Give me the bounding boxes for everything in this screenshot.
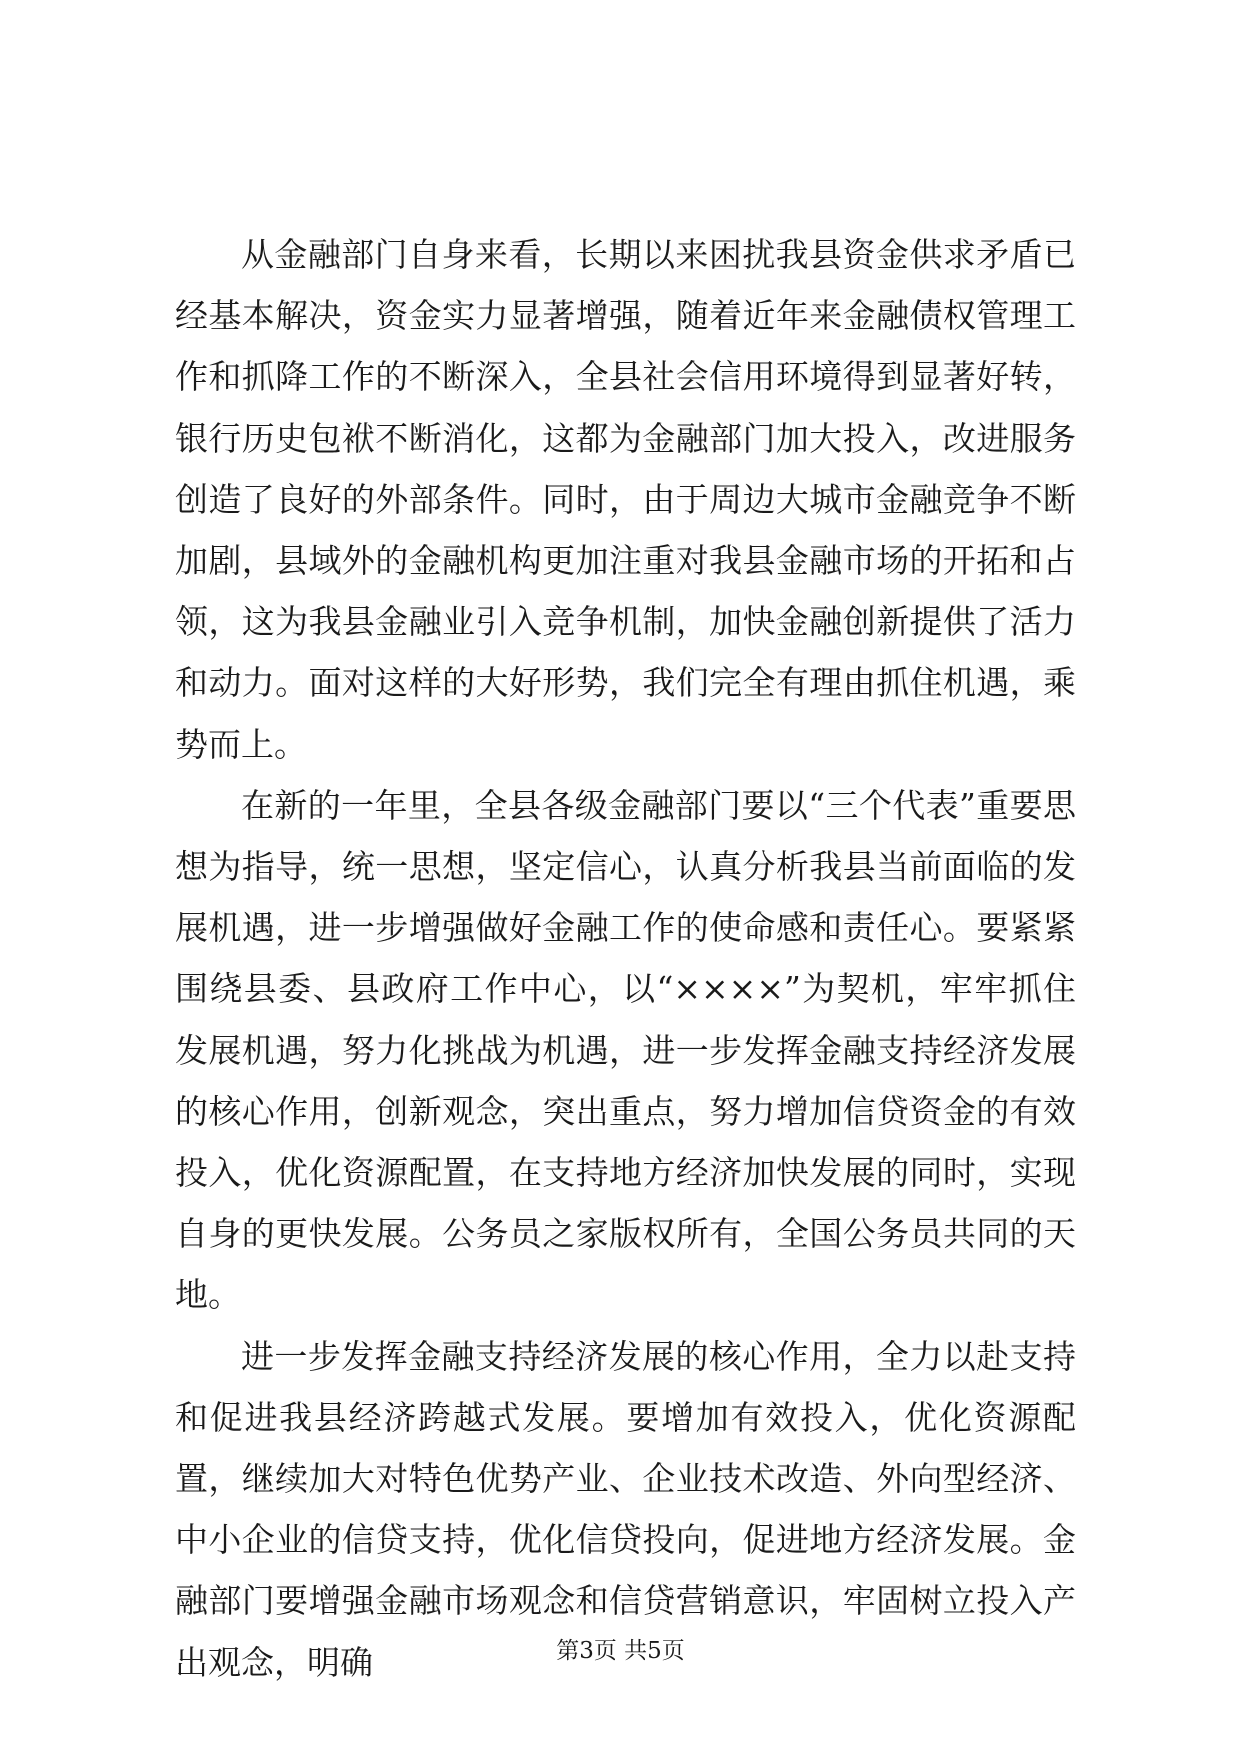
paragraph: 进一步发挥金融支持经济发展的核心作用，全力以赴支持和促进我县经济跨越式发展。要增加有效投入，优化资源配置，继续加大对特色优势产业、企业技术改造、外向型经济、中小企业的信贷支持，优化信贷投向，促进地方经济发展。金融部门要增强金融市场观念和信贷营销意识，牢固树立投入产出观念，明确 [175, 1336, 1076, 1682]
paragraph: 在新的一年里，全县各级金融部门要以“三个代表”重要思想为指导，统一思想，坚定信心，认真分析我县当前面临的发展机遇，进一步增强做好金融工作的使命感和责任心。要紧紧围绕县委、县政府工作中心，以“××××”为契机，牢牢抓住发展机遇，努力化挑战为机遇，进一步发挥金融支持经济发展的核心作用，创新观念，突出重点，努力增加信贷资金的有效投入，优化资源配置，在支持地方经济加快发展的同时，实现自身的更快发展。公务员之家版权所有，全国公务员共同的天地。 [175, 785, 1076, 1315]
document-body [175, 224, 1076, 1693]
paragraph: 从金融部门自身来看，长期以来困扰我县资金供求矛盾已经基本解决，资金实力显著增强，随着近年来金融债权管理工作和抓降工作的不断深入，全县社会信用环境得到显著好转，银行历史包袱不断消化，这都为金融部门加大投入，改进服务创造了良好的外部条件。同时，由于周边大城市金融竞争不断加剧，县域外的金融机构更加注重对我县金融市场的开拓和占领，这为我县金融业引入竞争机制，加快金融创新提供了活力和动力。面对这样的大好形势，我们完全有理由抓住机遇，乘势而上。 [175, 235, 1076, 764]
page-number-footer: 第3页 共5页 [556, 1638, 685, 1664]
